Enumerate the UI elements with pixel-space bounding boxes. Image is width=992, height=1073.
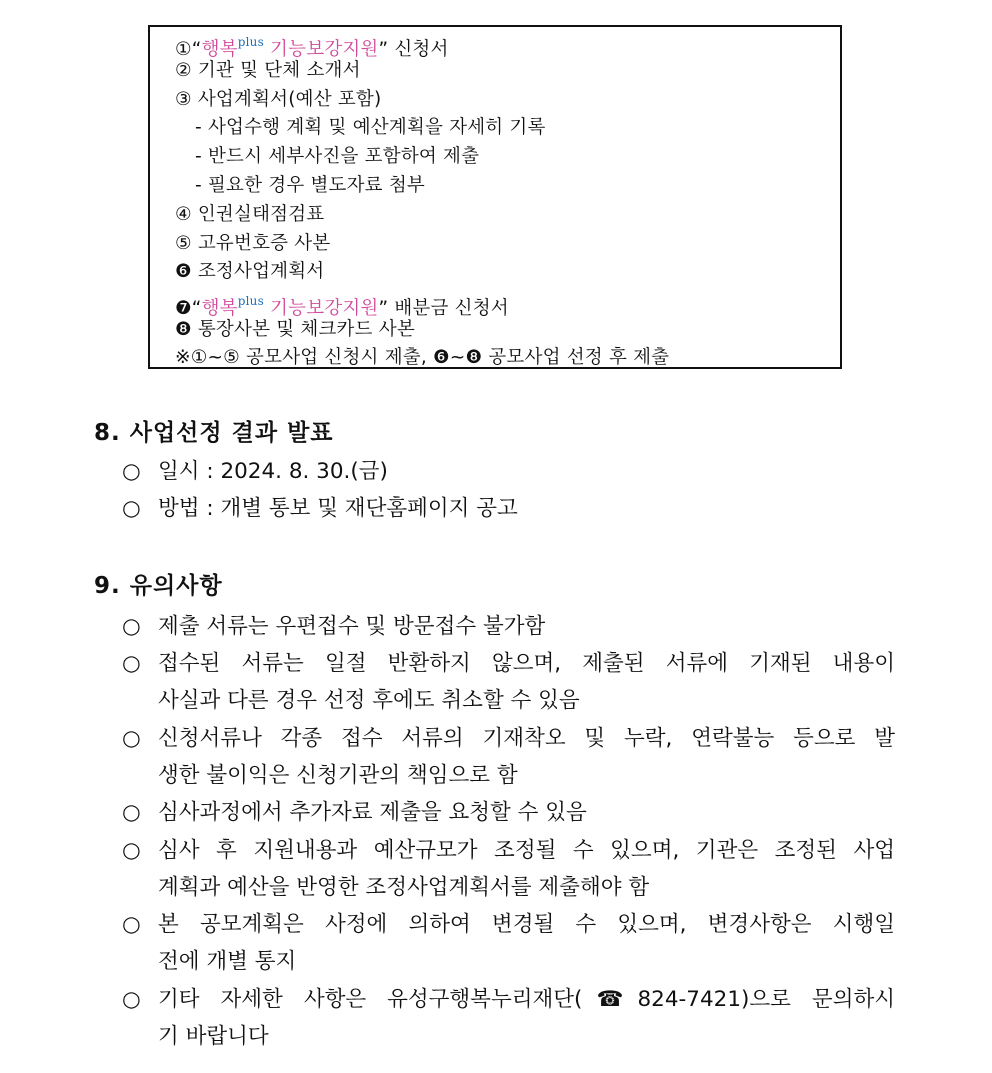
- doc-item-5: ⑤ 고유번호증 사본: [175, 233, 331, 254]
- bullet-text: 심사과정에서 추가자료 제출을 요청할 수 있음: [158, 800, 587, 825]
- bullet-circle-icon: ○: [122, 726, 141, 751]
- bullet-continuation: 생한 불이익은 신청기관의 책임으로 함: [158, 763, 518, 788]
- section-9-title: 9. 유의사항: [94, 573, 223, 599]
- bullet-text: 본 공모계획은 사정에 의하여 변경될 수 있으며, 변경사항은 시행일: [158, 912, 895, 937]
- section-9-item-5: [122, 832, 902, 906]
- section-9-item-7: [122, 981, 902, 1055]
- bullet-circle-icon: ○: [122, 838, 141, 863]
- bullet-line-1: [122, 981, 895, 1018]
- quote-open: “: [191, 39, 202, 60]
- brand-text-haengbok: 행복: [201, 298, 238, 319]
- doc-item-rest: 신청서: [388, 39, 449, 60]
- bullet-text: 제출 서류는 우편접수 및 방문접수 불가함: [158, 614, 546, 639]
- doc-item-3: ③ 사업계획서(예산 포함): [175, 89, 382, 110]
- required-documents-box: [148, 25, 842, 369]
- section-8-item-1: [122, 453, 902, 490]
- section-8-item-2: [122, 490, 902, 527]
- bullet-circle-icon: ○: [122, 651, 141, 676]
- bullet-text: 기타 자세한 사항은 유성구행복누리재단(☎824-7421)으로 문의하시: [158, 987, 895, 1012]
- bullet-line-1: [122, 906, 895, 943]
- doc-item-number: ❼: [175, 298, 192, 319]
- section-9-item-3: [122, 720, 902, 794]
- doc-item-2: ② 기관 및 단체 소개서: [175, 60, 361, 81]
- doc-item-4: ④ 인권실태점검표: [175, 204, 325, 225]
- section-9-item-1: [122, 608, 902, 645]
- quote-close: ”: [378, 298, 389, 319]
- quote-close: ”: [378, 39, 389, 60]
- doc-item-rest: 배분금 신청서: [388, 298, 509, 319]
- bullet-circle-icon: ○: [122, 800, 141, 825]
- bullet-line-1: [122, 832, 895, 869]
- section-9-item-6: [122, 906, 902, 980]
- bullet-circle-icon: ○: [122, 459, 141, 484]
- brand-text-support: 기능보강지원: [263, 39, 379, 60]
- bullet-continuation: 사실과 다른 경우 선정 후에도 취소할 수 있음: [158, 688, 580, 713]
- doc-subitem-2: - 반드시 세부사진을 포함하여 제출: [195, 146, 480, 167]
- doc-item-8: ❽ 통장사본 및 체크카드 사본: [175, 319, 415, 340]
- doc-item-6: ❻ 조정사업계획서: [175, 261, 325, 282]
- section-8-title: 8. 사업선정 결과 발표: [94, 420, 334, 446]
- brand-text-haengbok: 행복: [201, 39, 238, 60]
- doc-item-number: ①: [175, 39, 192, 60]
- brand-superscript-plus: plus: [237, 294, 264, 308]
- bullet-circle-icon: ○: [122, 987, 141, 1012]
- brand-text-support: 기능보강지원: [263, 298, 379, 319]
- bullet-text: 접수된 서류는 일절 반환하지 않으며, 제출된 서류에 기재된 내용이: [158, 651, 895, 676]
- bullet-text: 신청서류나 각종 접수 서류의 기재착오 및 누락, 연락불능 등으로 발: [158, 726, 895, 751]
- bullet-line-1: [122, 720, 895, 757]
- bullet-text: 일시 : 2024. 8. 30.(금): [158, 459, 388, 484]
- brand-superscript-plus: plus: [237, 35, 264, 49]
- bullet-continuation: 전에 개별 통지: [158, 949, 297, 974]
- bullet-text: 방법 : 개별 통보 및 재단홈페이지 공고: [158, 496, 518, 521]
- bullet-text: 심사 후 지원내용과 예산규모가 조정될 수 있으며, 기관은 조정된 사업: [158, 838, 895, 863]
- bullet-circle-icon: ○: [122, 912, 141, 937]
- doc-subitem-3: - 필요한 경우 별도자료 첨부: [195, 175, 425, 196]
- doc-note: ※①~⑤ 공모사업 신청시 제출, ❻~❽ 공모사업 선정 후 제출: [175, 347, 670, 368]
- bullet-line-1: [122, 645, 895, 682]
- section-9-item-2: [122, 645, 902, 719]
- bullet-circle-icon: ○: [122, 496, 141, 521]
- section-9-item-4: [122, 794, 902, 831]
- quote-open: “: [191, 298, 202, 319]
- bullet-circle-icon: ○: [122, 614, 141, 639]
- bullet-continuation: 계획과 예산을 반영한 조정사업계획서를 제출해야 함: [158, 875, 650, 900]
- doc-subitem-1: - 사업수행 계획 및 예산계획을 자세히 기록: [195, 117, 546, 138]
- bullet-continuation: 기 바랍니다: [158, 1024, 269, 1049]
